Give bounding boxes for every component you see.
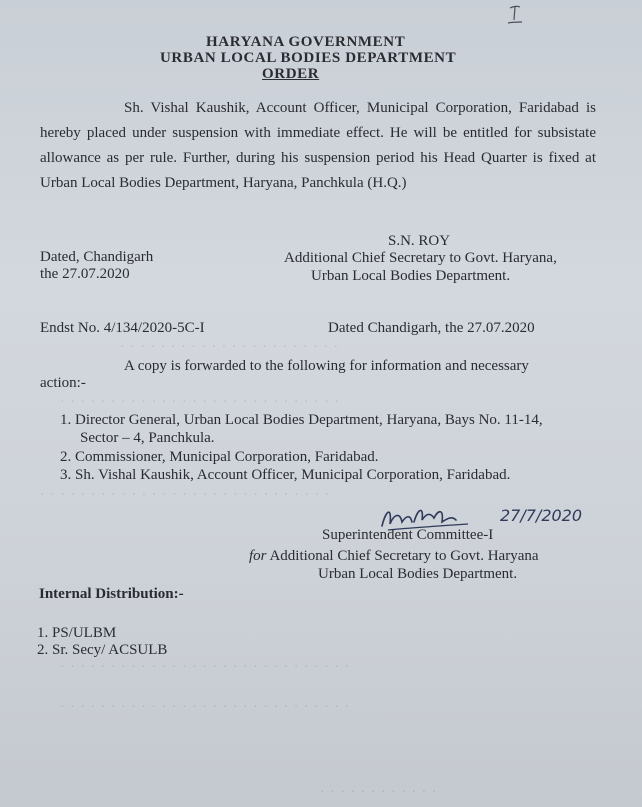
bleed-through-text: · · · · · · · · · · · · · · · · · · · · · · · · · · · · [60, 395, 341, 410]
recipient-text: Sh. Vishal Kaushik, Account Officer, Municipal Corporation, Faridabad. [75, 467, 511, 483]
distribution-item: 1. PS/ULBM [37, 625, 117, 641]
signatory-name: S.N. ROY [388, 233, 451, 249]
header-government: HARYANA GOVERNMENT [206, 34, 406, 50]
handwritten-date: 27/7/2020 [500, 506, 583, 525]
copy-forward-action: action:- [40, 375, 86, 391]
internal-distribution-heading: Internal Distribution:- [39, 586, 184, 602]
recipient-item [60, 412, 543, 429]
endorsement-number: Endst No. 4/134/2020-5C-I [40, 320, 205, 336]
signatory-title-line1: Additional Chief Secretary to Govt. Haryana, [284, 250, 557, 266]
page-number-mark [504, 4, 526, 28]
copy-forward-line: A copy is forwarded to the following for information and necessary [124, 358, 529, 374]
order-paragraph: Sh. Vishal Kaushik, Account Officer, Municipal Corporation, Faridabad is hereby placed under suspension with immediate effect. He will be entitled for subsistate allowance as per rule. Further, during his suspension period his Head Quarter is fixed at Urban Local Bodies Department, Haryana, Panchkula (H.Q.) [40, 100, 596, 191]
signatory-title-line2: Urban Local Bodies Department. [311, 268, 511, 284]
dated-date: the 27.07.2020 [40, 266, 130, 282]
dated-place: Dated, Chandigarh [40, 249, 154, 265]
distribution-item: 2. Sr. Secy/ ACSULB [37, 642, 168, 658]
bleed-through-text: · · · · · · · · · · · · · · · · · · · · · · · · · · · · · [60, 700, 351, 715]
department-line: Urban Local Bodies Department. [318, 566, 518, 582]
bleed-through-text: · · · · · · · · · · · · · · · · · · · · · · · · · · · · · [40, 488, 331, 503]
acs-title: Additional Chief Secretary to Govt. Haryana [266, 548, 539, 564]
endorsement-date: Dated Chandigarh, the 27.07.2020 [328, 320, 535, 336]
bleed-through-text: · · · · · · · · · · · · [320, 785, 438, 800]
recipient-number: 2. [60, 449, 72, 465]
bleed-through-text: · · · · · · · · · · · · · · · · · · · · · · [120, 340, 340, 355]
recipient-item [60, 467, 510, 484]
recipient-item [60, 449, 379, 466]
for-acs-line [249, 548, 539, 565]
superintendent-title: Superintendent Committee-I [322, 527, 494, 543]
recipient-item-continued: Sector – 4, Panchkula. [80, 430, 215, 446]
bleed-through-text: · · · · · · · · · · · · · · · · · · · · · · · · · · · · · [60, 660, 351, 675]
header-department: URBAN LOCAL BODIES DEPARTMENT [160, 50, 457, 66]
recipient-number: 1. [60, 412, 72, 428]
header-order: ORDER [262, 66, 320, 82]
for-word: for [249, 548, 267, 564]
recipient-text: Director General, Urban Local Bodies Department, Haryana, Bays No. 11-14, [75, 412, 543, 428]
recipient-text: Commissioner, Municipal Corporation, Faridabad. [75, 449, 379, 465]
recipient-number: 3. [60, 467, 72, 483]
